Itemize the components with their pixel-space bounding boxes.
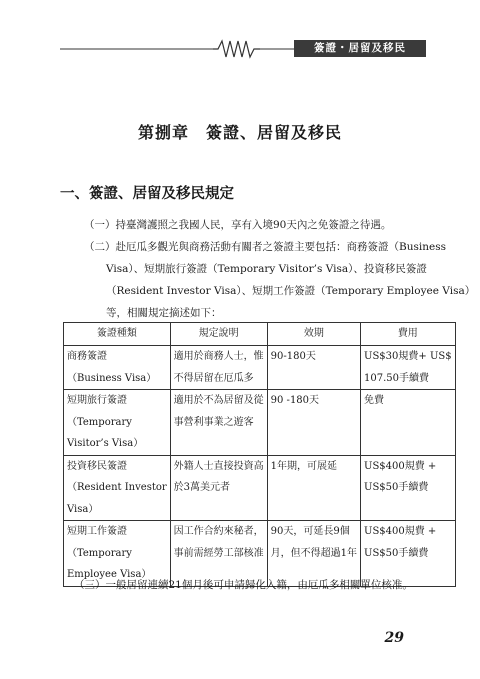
table-cell-fee — [361, 455, 456, 521]
cell-line: 不得居留在厄瓜多 — [173, 372, 254, 384]
item-text: 赴厄瓜多觀光與商務活動有關者之簽證主要包括：商務簽證（Business — [115, 241, 446, 253]
table-cell-type — [64, 346, 171, 390]
cell-line: US$30規費+ US$ — [364, 351, 452, 362]
cell-line: 投資移民簽證 — [67, 460, 127, 472]
cell-line: 於3萬美元者 — [173, 482, 231, 493]
cell-line: 免費 — [364, 395, 385, 406]
cell-line: Visitor’s Visa） — [67, 438, 144, 449]
cell-line: US$50手續費 — [364, 547, 429, 559]
table-cell-type — [64, 390, 171, 456]
list-item — [74, 574, 413, 596]
chapter-title: 第捌章 簽證、居留及移民 — [137, 123, 342, 142]
table-cell-fee — [361, 390, 456, 456]
cell-line: 因工作合約來秘者， — [173, 526, 264, 537]
cell-line: 外籍人士直接投資高 — [173, 460, 264, 472]
cell-line: 90天，可延長9個 — [270, 526, 350, 537]
item-number: （三） — [74, 579, 106, 591]
item-text: Visa）、短期旅行簽證（Temporary Visitor’s Visa）、投資移民簽證 — [106, 263, 427, 275]
item-text: 持臺灣護照之我國人民，享有入境90天內之免簽證之待遇。 — [115, 219, 392, 231]
cell-line: 事營利事業之遊客 — [173, 416, 254, 428]
column-header: 規定說明 — [170, 323, 267, 346]
cell-line: （Temporary — [67, 416, 132, 428]
item-number: （二） — [84, 241, 116, 253]
table-row — [64, 390, 456, 456]
cell-line: US$50手續費 — [364, 482, 429, 493]
list-item — [84, 236, 475, 324]
cell-line: 107.50手續費 — [364, 372, 430, 384]
cell-line: （Resident Investor — [67, 482, 167, 493]
table-cell-fee — [361, 346, 456, 390]
cell-line: 月，但不得超過1年 — [270, 547, 358, 559]
cell-line: 事前需經勞工部核准 — [173, 547, 264, 559]
table-cell-validity — [267, 455, 360, 521]
item-text: 等，相關規定摘述如下： — [106, 307, 222, 319]
cell-line: 適用於不為居留及從 — [173, 395, 264, 406]
cell-line: 90 -180天 — [270, 395, 320, 406]
column-header: 效期 — [267, 323, 360, 346]
column-header: 費用 — [361, 323, 456, 346]
item-text: 一般居留連續21個月後可申請歸化入籍，由厄瓜多相關單位核准。 — [105, 579, 413, 591]
table-cell-validity — [267, 346, 360, 390]
cell-line: Visa） — [67, 503, 99, 515]
column-header: 簽證種類 — [64, 323, 171, 346]
cell-line: Employee Visa） — [67, 569, 152, 580]
visa-table — [63, 322, 456, 587]
table-row — [64, 455, 456, 521]
section-title: 一、簽證、居留及移民規定 — [60, 185, 234, 202]
table-header-row — [64, 323, 456, 346]
list-item — [84, 214, 391, 236]
running-header — [0, 38, 480, 62]
item-text: （Resident Investor Visa）、短期工作簽證（Temporary Employee Visa） — [106, 285, 476, 297]
item-number: （一） — [84, 219, 116, 231]
cell-line: US$400規費 + — [364, 526, 437, 537]
cell-line: 商務簽證 — [67, 351, 107, 362]
table-row — [64, 346, 456, 390]
cell-line: （Temporary — [67, 547, 132, 559]
table-cell-rule — [170, 346, 267, 390]
page-number: 29 — [384, 630, 404, 646]
cell-line: 短期旅行簽證 — [67, 395, 127, 406]
cell-line: US$400規費 + — [364, 460, 437, 472]
header-label: 簽證・居留及移民 — [294, 40, 426, 57]
cell-line: 短期工作簽證 — [67, 526, 127, 537]
cell-line: 適用於商務人士，惟 — [173, 351, 264, 362]
cell-line: 90-180天 — [270, 351, 316, 362]
table-cell-rule — [170, 390, 267, 456]
cell-line: 1年期，可展延 — [270, 460, 338, 472]
table-cell-validity — [267, 390, 360, 456]
table-cell-rule — [170, 455, 267, 521]
cell-line: （Business Visa） — [67, 372, 157, 384]
table-cell-type — [64, 455, 171, 521]
